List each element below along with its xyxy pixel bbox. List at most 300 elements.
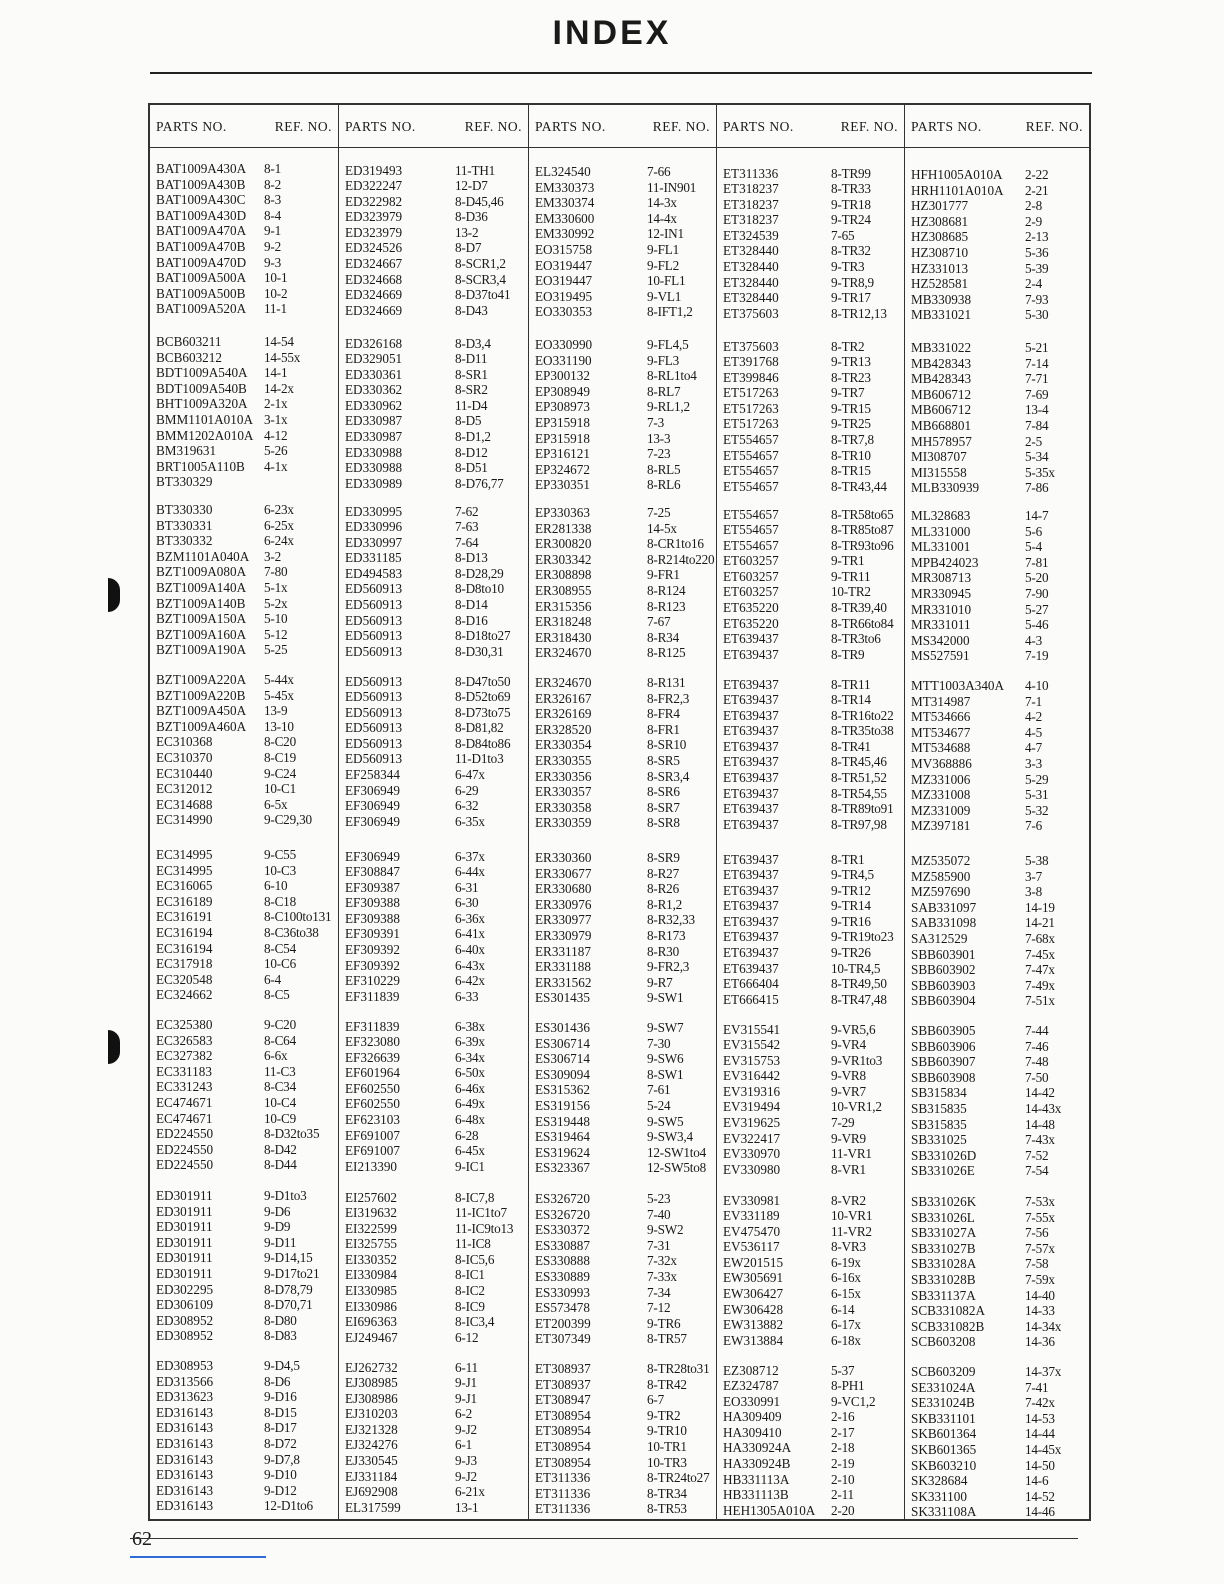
table-row (911, 570, 1087, 586)
table-row (535, 273, 714, 289)
part-number: BAT1009A430B (156, 176, 246, 192)
table-row (156, 972, 336, 988)
part-number: BZT1009A220A (156, 672, 247, 687)
ref-number: 8-D15 (264, 1404, 297, 1420)
ref-number: 7-61 (647, 1082, 671, 1098)
part-number: ER330354 (535, 737, 592, 753)
ref-number: 7-12 (647, 1300, 671, 1316)
part-number: EI696363 (345, 1314, 398, 1330)
table-row (911, 198, 1087, 214)
part-number: ER308898 (535, 567, 592, 583)
table-row (911, 1473, 1087, 1489)
ref-number: 9-FL2 (647, 257, 679, 273)
table-row (535, 1051, 714, 1067)
part-number: SBB603903 (911, 977, 976, 993)
table-row (535, 990, 714, 1006)
part-number: EL324540 (535, 164, 591, 179)
part-number: ES301435 (535, 990, 590, 1006)
ref-number: 8-IC2 (455, 1283, 485, 1299)
table-row (345, 1299, 526, 1315)
part-number: EJ331184 (345, 1468, 398, 1484)
ref-number: 7-29 (831, 1115, 855, 1131)
part-number: HB331113B (723, 1487, 789, 1503)
table-row (345, 1422, 526, 1438)
ref-number: 9-SW1 (647, 990, 684, 1006)
entry-group (911, 167, 1087, 323)
ref-number: 8-D6 (264, 1373, 291, 1389)
entry-group (156, 1188, 336, 1344)
part-number: BZT1009A080A (156, 564, 247, 580)
table-row (911, 1458, 1087, 1474)
ref-number: 8-TR12,13 (831, 305, 887, 321)
part-number: HRH1101A010A (911, 182, 1004, 198)
punch-hole-mark (108, 578, 120, 612)
part-number: EI330986 (345, 1298, 398, 1314)
part-number: ET639437 (723, 913, 779, 929)
part-number: ET311336 (535, 1501, 591, 1517)
part-number: EF309391 (345, 926, 400, 942)
part-number: ER330359 (535, 815, 592, 831)
table-row (345, 550, 526, 566)
table-row (535, 800, 714, 816)
table-row (535, 242, 714, 258)
table-row (911, 307, 1087, 323)
ref-number: 5-21 (1025, 340, 1049, 355)
part-number: ED560913 (345, 628, 403, 644)
ref-number: 8-TR24to27 (647, 1470, 710, 1486)
table-row (723, 1317, 902, 1333)
ref-number: 7-25 (647, 505, 671, 520)
ref-number: 4-10 (1025, 678, 1049, 693)
ref-number: 8-IC7,8 (455, 1189, 495, 1205)
column-header (345, 119, 524, 135)
ref-number: 6-14 (831, 1301, 855, 1317)
part-number: BAT1009A500A (156, 270, 247, 286)
table-row (535, 164, 714, 180)
ref-number: 2-18 (831, 1440, 855, 1456)
part-number: EV330980 (723, 1161, 781, 1177)
parts-no-header: PARTS NO. (911, 119, 982, 134)
table-row (723, 1099, 902, 1115)
part-number: ET554657 (723, 432, 779, 448)
ref-number: 7-63 (455, 519, 479, 535)
ref-number: 6-39x (455, 1034, 485, 1050)
table-row (723, 212, 902, 228)
ref-number: 14-53 (1025, 1410, 1055, 1426)
ref-number: 6-48x (455, 1112, 485, 1128)
ref-number: 11-TH1 (455, 162, 496, 178)
part-number: EI257602 (345, 1189, 398, 1205)
table-row (723, 1208, 902, 1224)
table-row (156, 1017, 336, 1033)
table-row (156, 1219, 336, 1235)
ref-number: 8-TR51,52 (831, 770, 887, 786)
ref-number: 14-40 (1025, 1287, 1055, 1303)
part-number: ER330979 (535, 927, 592, 943)
table-row (911, 1334, 1087, 1350)
table-row (535, 337, 714, 353)
part-number: ER318248 (535, 614, 592, 630)
part-number: MR331011 (911, 617, 971, 633)
ref-number: 5-30 (1025, 307, 1049, 323)
part-number: ES326720 (535, 1206, 590, 1222)
part-number: SB331026E (911, 1163, 975, 1179)
ref-number: 9-FR2,3 (647, 959, 690, 975)
table-row (345, 1081, 526, 1097)
part-number: HA309410 (723, 1424, 782, 1440)
table-row (535, 289, 714, 305)
part-number: MB606712 (911, 402, 972, 418)
table-row (723, 1286, 902, 1302)
table-row (535, 866, 714, 882)
part-number: ET639437 (723, 960, 779, 976)
part-number: EP315918 (535, 414, 590, 430)
part-number: ER330677 (535, 865, 592, 881)
ref-number: 9-C24 (264, 765, 296, 781)
ref-number: 7-90 (1025, 585, 1049, 601)
part-number: ET639437 (723, 816, 779, 832)
table-row (156, 1157, 336, 1173)
ref-number: 6-42x (455, 973, 485, 989)
header-rule (339, 147, 528, 148)
table-row (535, 1331, 714, 1347)
part-number: EP300132 (535, 368, 590, 384)
part-number: EF311839 (345, 988, 400, 1004)
part-number: ED224550 (156, 1126, 214, 1142)
table-row (535, 645, 714, 661)
table-row (535, 226, 714, 242)
entry-group (723, 1193, 902, 1349)
part-number: EV315753 (723, 1052, 781, 1068)
part-number: EF601964 (345, 1065, 400, 1081)
part-number: EP315918 (535, 430, 590, 446)
part-number: SBB603902 (911, 962, 976, 978)
ref-number: 14-36 (1025, 1334, 1055, 1350)
ref-number: 11-1 (264, 301, 287, 317)
ref-number: 5-35x (1025, 464, 1055, 480)
table-row (911, 1148, 1087, 1164)
part-number: EV322417 (723, 1130, 781, 1146)
part-number: MB331021 (911, 307, 972, 323)
table-row (723, 370, 902, 386)
part-number: ML328683 (911, 508, 971, 523)
part-number: ET639437 (723, 898, 779, 914)
table-row (535, 815, 714, 831)
part-number: EC320548 (156, 971, 213, 987)
table-row (345, 1205, 526, 1221)
ref-number: 9-SW7 (647, 1020, 684, 1035)
part-number: EC316194 (156, 940, 213, 956)
part-number: ES319624 (535, 1144, 590, 1160)
table-row (345, 1314, 526, 1330)
table-row (156, 987, 336, 1003)
part-number: ET308954 (535, 1438, 591, 1454)
table-row (345, 942, 526, 958)
table-row (156, 255, 336, 271)
ref-number: 5-29 (1025, 771, 1049, 787)
part-number: HZ308710 (911, 244, 969, 260)
part-number: ED224550 (156, 1157, 214, 1173)
ref-number: 6-28 (455, 1127, 479, 1143)
ref-number: 8-4 (264, 207, 281, 223)
entry-group (535, 675, 714, 831)
table-row (345, 460, 526, 476)
ref-number: 6-5x (264, 796, 288, 812)
ref-number: 7-45x (1025, 946, 1055, 962)
table-row (156, 192, 336, 208)
column-header (156, 119, 334, 135)
ref-number: 8-VR2 (831, 1192, 866, 1208)
table-row (345, 163, 526, 179)
part-number: BAT1009A430C (156, 192, 246, 208)
part-number: EF323080 (345, 1034, 400, 1050)
part-number: EW313884 (723, 1332, 784, 1348)
part-number: EC316191 (156, 909, 213, 925)
table-row (345, 336, 526, 352)
table-row (156, 161, 336, 177)
part-number: ED302295 (156, 1281, 214, 1297)
ref-number: 8-2 (264, 176, 281, 192)
part-number: EM330373 (535, 179, 595, 195)
entry-group (723, 339, 902, 495)
ref-number: 11-IN901 (647, 179, 697, 195)
ref-number: 6-41x (455, 926, 485, 942)
table-row (156, 1483, 336, 1499)
ref-number: 8-TR93to96 (831, 537, 894, 553)
table-row (911, 772, 1087, 788)
table-row (723, 385, 902, 401)
ref-number: 9-TR19to23 (831, 929, 894, 945)
part-number: EF309387 (345, 879, 400, 895)
table-row (911, 617, 1087, 633)
part-number: BAT1009A470B (156, 238, 246, 254)
table-row (723, 1037, 902, 1053)
table-row (345, 1096, 526, 1112)
part-number: EV475470 (723, 1223, 781, 1239)
ref-number: 8-R30 (647, 943, 679, 959)
table-row (723, 275, 902, 291)
ref-number: 8-D14 (455, 597, 488, 613)
table-row (535, 1036, 714, 1052)
ref-number: 6-16x (831, 1270, 861, 1286)
part-number: SBB603905 (911, 1023, 976, 1038)
part-number: ET307349 (535, 1331, 591, 1347)
ref-number: 6-1 (455, 1437, 472, 1453)
table-row (156, 642, 336, 658)
table-row (723, 1131, 902, 1147)
table-row (723, 259, 902, 275)
table-row (345, 689, 526, 705)
part-number: HZ301777 (911, 198, 969, 214)
ref-number: 8-C36to38 (264, 924, 319, 940)
table-row (156, 459, 336, 475)
part-number: SB331028A (911, 1256, 977, 1272)
entry-group (345, 1360, 526, 1516)
table-row (156, 1374, 336, 1390)
table-row (911, 261, 1087, 277)
table-row (723, 914, 902, 930)
part-number: ET308937 (535, 1361, 591, 1376)
table-row (345, 1221, 526, 1237)
part-number: ET554657 (723, 447, 779, 463)
table-row (911, 1194, 1087, 1210)
part-number: ET639437 (723, 723, 779, 739)
part-number: EF311839 (345, 1018, 400, 1034)
table-row (535, 1191, 714, 1207)
ref-number: 6-17x (831, 1317, 861, 1333)
part-number: BAT1009A520A (156, 301, 247, 317)
table-row (723, 1224, 902, 1240)
ref-number: 11-C3 (264, 1063, 296, 1079)
part-number: HA330924B (723, 1456, 791, 1472)
ref-number: 9-FL4,5 (647, 337, 689, 352)
ref-number: 9-J2 (455, 1421, 477, 1437)
part-number: SKB601365 (911, 1441, 977, 1457)
part-number: ET200399 (535, 1315, 591, 1331)
ref-number: 9-C55 (264, 847, 296, 862)
table-row (911, 915, 1087, 931)
table-row (911, 524, 1087, 540)
part-number: EC327382 (156, 1048, 213, 1064)
ref-number: 2-8 (1025, 198, 1042, 214)
part-number: ET666415 (723, 991, 779, 1007)
part-number: SB331027A (911, 1225, 977, 1241)
part-number: EV331189 (723, 1208, 780, 1224)
ref-number: 10-C1 (264, 781, 296, 797)
ref-number: 9-C29,30 (264, 812, 312, 828)
part-number: ED330987 (345, 429, 403, 445)
table-row (156, 1188, 336, 1204)
table-row (723, 600, 902, 616)
ref-number: 5-23 (647, 1191, 671, 1206)
part-number: MR308713 (911, 570, 972, 586)
part-number: EC317918 (156, 956, 213, 972)
ref-number: 2-9 (1025, 213, 1042, 229)
ref-number: 8-SCR3,4 (455, 271, 506, 287)
table-row (156, 208, 336, 224)
part-number: ET639437 (723, 707, 779, 723)
part-number: ET639437 (723, 945, 779, 961)
table-row (156, 596, 336, 612)
table-row (535, 912, 714, 928)
part-number: ET639437 (723, 631, 779, 647)
ref-number: 6-15x (831, 1286, 861, 1302)
table-row (345, 1034, 526, 1050)
part-number: MZ597690 (911, 884, 971, 900)
ref-number: 14-6 (1025, 1473, 1049, 1489)
ref-number: 8-D80 (264, 1312, 297, 1328)
ref-number: 9-1 (264, 223, 281, 239)
ref-number: 9-TR2 (647, 1407, 681, 1423)
ref-number: 8-FR1 (647, 721, 680, 737)
part-number: ED301911 (156, 1265, 213, 1281)
ref-number: 8-IC9 (455, 1298, 485, 1314)
part-number: ER330356 (535, 768, 592, 784)
part-number: BZT1009A190A (156, 642, 247, 658)
table-row (535, 1114, 714, 1130)
table-row (723, 197, 902, 213)
ref-number: 7-49x (1025, 977, 1055, 993)
part-number: MPB424023 (911, 554, 979, 570)
part-number: EW306428 (723, 1301, 784, 1317)
entry-group (156, 1358, 336, 1514)
table-row (723, 945, 902, 961)
table-row (911, 387, 1087, 403)
ref-number: 9-J1 (455, 1390, 477, 1406)
ref-number: 11-D4 (455, 397, 488, 413)
ref-number: 6-10 (264, 878, 288, 894)
index-column-2 (338, 105, 528, 1519)
ref-number: 8-TR89to91 (831, 801, 894, 817)
table-row (723, 898, 902, 914)
part-number: MV368886 (911, 755, 972, 771)
part-number: BT330331 (156, 517, 213, 533)
part-number: EO319495 (535, 288, 593, 304)
part-number: ED301911 (156, 1219, 213, 1235)
table-row (535, 462, 714, 478)
table-row (723, 479, 902, 495)
ref-number: 8-C20 (264, 734, 296, 750)
table-row (723, 1363, 902, 1379)
table-row (723, 1068, 902, 1084)
table-row (535, 599, 714, 615)
part-number: MLB330939 (911, 480, 980, 496)
table-row (345, 303, 526, 319)
table-row (345, 240, 526, 256)
table-row (156, 863, 336, 879)
table-row (911, 1272, 1087, 1288)
part-number: ES309094 (535, 1066, 590, 1082)
part-number: ED224550 (156, 1141, 214, 1157)
table-row (156, 1204, 336, 1220)
ref-number: 8-SCR1,2 (455, 256, 506, 272)
part-number: SAB331098 (911, 915, 977, 931)
part-number: BZT1009A220B (156, 687, 246, 703)
ref-number: 7-34 (647, 1284, 671, 1300)
part-number: ET639437 (723, 867, 779, 883)
ref-no-header: REF. NO. (840, 119, 898, 134)
table-row (723, 507, 902, 523)
ref-number: 8-TR10 (831, 447, 871, 463)
part-number: ET399846 (723, 369, 779, 385)
table-row (156, 549, 336, 565)
table-row (911, 962, 1087, 978)
part-number: ET328440 (723, 259, 779, 275)
part-number: SAB331097 (911, 899, 977, 915)
table-row (911, 183, 1087, 199)
ref-number: 7-81 (1025, 554, 1049, 570)
part-number: ER331188 (535, 959, 591, 975)
part-number: EF309392 (345, 957, 400, 973)
table-row (345, 504, 526, 520)
table-row (345, 382, 526, 398)
part-number: BZT1009A460A (156, 718, 247, 734)
ref-number: 7-93 (1025, 291, 1049, 307)
table-row (345, 1500, 526, 1516)
ref-number: 7-84 (1025, 417, 1049, 433)
ref-number: 9-TR12 (831, 882, 871, 898)
part-number: EI325755 (345, 1236, 398, 1252)
ref-number: 7-14 (1025, 355, 1049, 371)
ref-number: 9-VR8 (831, 1068, 866, 1084)
ref-number: 8-D78,79 (264, 1281, 313, 1297)
table-row (345, 225, 526, 241)
table-row (156, 781, 336, 797)
table-row (156, 334, 336, 350)
part-number: SCB331082A (911, 1303, 986, 1319)
ref-number: 7-31 (647, 1237, 671, 1253)
table-row (345, 566, 526, 582)
